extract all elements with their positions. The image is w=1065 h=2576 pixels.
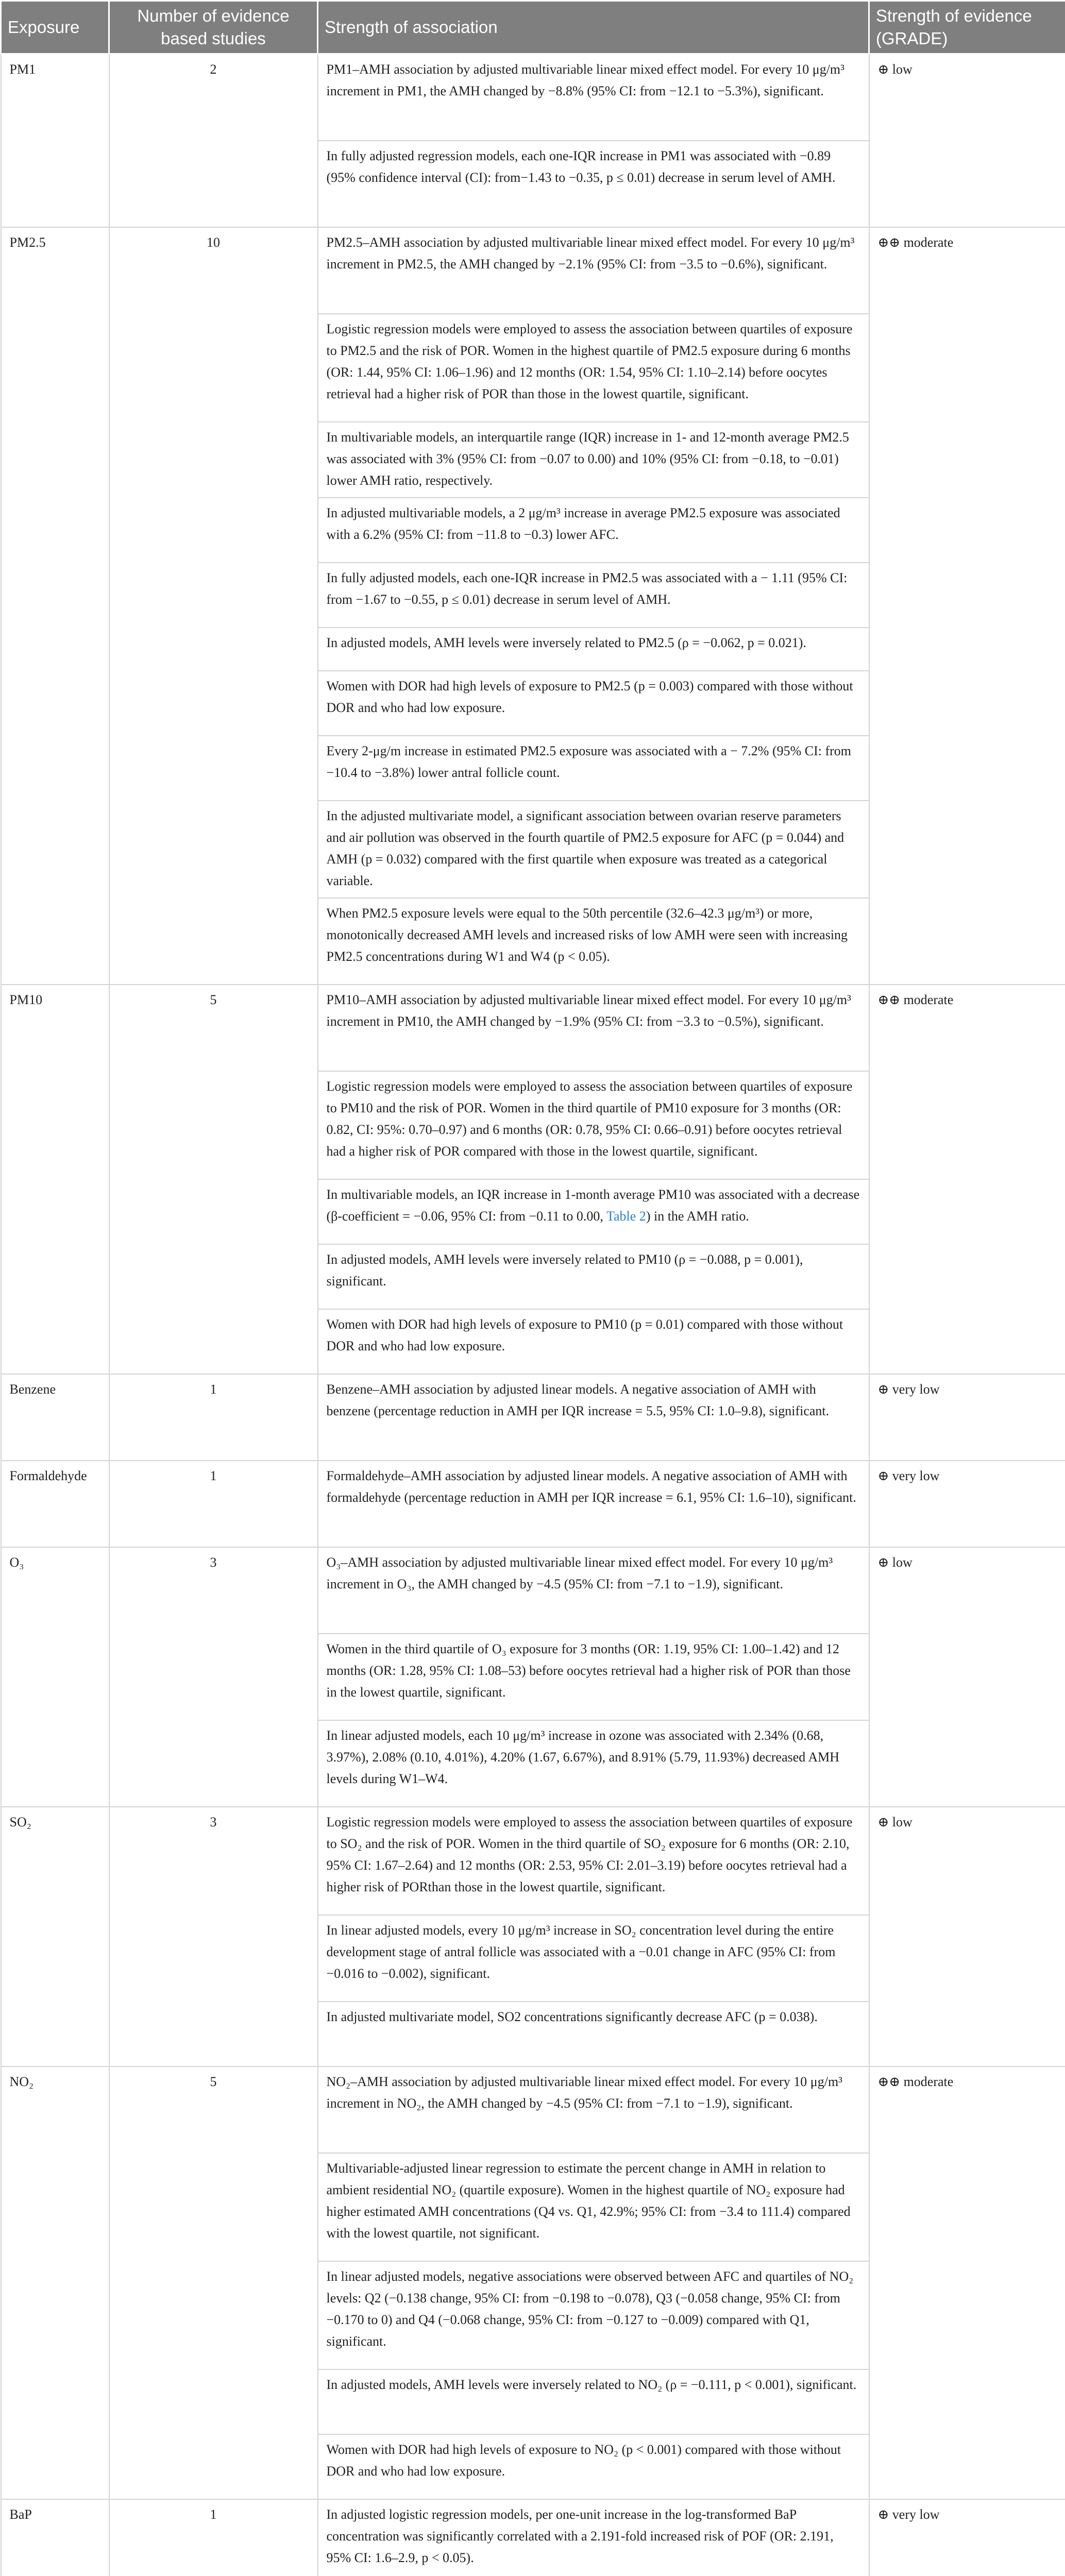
table-2-link[interactable]: Table 2	[606, 1209, 646, 1224]
finding-cell: Logistic regression models were employed to assess the association between quartiles of exposure to PM2.5 and the risk of POR. Women in the highest quartile of PM2.5 exposure during 6 months (OR: 1.44, 95% CI: 1.06–1.96) and 12 months (OR: 1.54, 95% CI: 1.10–2.14) before oocytes retrieval had a higher risk of POR than those in the lowest quartile, significant.	[318, 314, 869, 422]
exposure-cell: PM2.5	[1, 227, 109, 985]
table-row	[1, 54, 1065, 141]
header-exposure: Exposure	[1, 1, 109, 54]
finding-cell: In adjusted multivariate model, SO2 concentrations significantly decrease AFC (p = 0.038).	[318, 2002, 869, 2066]
study-count-cell: 3	[109, 1547, 318, 1807]
study-count-cell: 5	[109, 985, 318, 1374]
header-number-of-studies: Number of evidence based studies	[109, 1, 318, 54]
finding-cell: PM2.5–AMH association by adjusted multivariable linear mixed effect model. For every 10 μg/m³ increment in PM2.5, the AMH changed by −2.1% (95% CI: from −3.5 to −0.6%), significant.	[318, 227, 869, 314]
table-header-row	[1, 1, 1065, 54]
finding-cell: Every 2-μg/m increase in estimated PM2.5 exposure was associated with a − 7.2% (95% CI: from −10.4 to −3.8%) lower antral follicle count.	[318, 736, 869, 801]
finding-cell: Women with DOR had high levels of exposure to NO₂ (p < 0.001) compared with those without DOR and who had low exposure.	[318, 2434, 869, 2499]
finding-cell: Formaldehyde–AMH association by adjusted linear models. A negative association of AMH with formaldehyde (percentage reduction in AMH per IQR increase = 6.1, 95% CI: 1.6–10), significant.	[318, 1461, 869, 1547]
table-row	[1, 1461, 1065, 1547]
table-row	[1, 2066, 1065, 2153]
table-row	[1, 1807, 1065, 1915]
grade-cell: ⊕⊕ moderate	[869, 985, 1065, 1374]
finding-text: ) in the AMH ratio.	[646, 1209, 749, 1224]
study-count-cell: 1	[109, 1461, 318, 1547]
header-strength-of-association: Strength of association	[318, 1, 869, 54]
finding-cell: PM10–AMH association by adjusted multivariable linear mixed effect model. For every 10 μg/m³ increment in PM10, the AMH changed by −1.9% (95% CI: from −3.3 to −0.5%), significant.	[318, 985, 869, 1071]
study-count-cell: 1	[109, 2499, 318, 2576]
table-row	[1, 1547, 1065, 1634]
finding-cell: Women in the third quartile of O₃ exposure for 3 months (OR: 1.19, 95% CI: 1.00–1.42) and 12 months (OR: 1.28, 95% CI: 1.08–53) before oocytes retrieval had a higher risk of POR than those in the lowest quartile, significant.	[318, 1634, 869, 1720]
grade-cell: ⊕ low	[869, 1547, 1065, 1807]
exposure-cell: PM1	[1, 54, 109, 227]
table-row	[1, 1374, 1065, 1461]
exposure-cell: Formaldehyde	[1, 1461, 109, 1547]
finding-cell: In fully adjusted models, each one-IQR increase in PM2.5 was associated with a − 1.11 (95% CI: from −1.67 to −0.55, p ≤ 0.01) decrease in serum level of AMH.	[318, 563, 869, 628]
exposure-cell: Benzene	[1, 1374, 109, 1461]
grade-cell: ⊕ low	[869, 1807, 1065, 2066]
study-count-cell: 5	[109, 2066, 318, 2499]
finding-cell: In adjusted models, AMH levels were inversely related to NO₂ (ρ = −0.111, p < 0.001), significant.	[318, 2369, 869, 2434]
finding-cell: In adjusted models, AMH levels were inversely related to PM10 (ρ = −0.088, p = 0.001), significant.	[318, 1244, 869, 1309]
exposure-cell: BaP	[1, 2499, 109, 2576]
finding-cell: In the adjusted multivariate model, a significant association between ovarian reserve parameters and air pollution was observed in the fourth quartile of PM2.5 exposure for AFC (p = 0.044) and AMH (p = 0.032) compared with the first quartile when exposure was treated as a categorical variable.	[318, 801, 869, 898]
exposure-cell: SO₂	[1, 1807, 109, 2066]
finding-cell: Logistic regression models were employed to assess the association between quartiles of exposure to SO₂ and the risk of POR. Women in the third quartile of SO₂ exposure for 6 months (OR: 2.10, 95% CI: 1.67–2.64) and 12 months (OR: 2.53, 95% CI: 2.01–3.19) before oocytes retrieval had a higher risk of PORthan those in the lowest quartile, significant.	[318, 1807, 869, 1915]
study-count-cell: 10	[109, 227, 318, 985]
finding-cell: In multivariable models, an interquartile range (IQR) increase in 1- and 12-month average PM2.5 was associated with 3% (95% CI: from −0.07 to 0.00) and 10% (95% CI: from −0.18, to −0.01) lower AMH ratio, respectively.	[318, 422, 869, 498]
finding-cell: Multivariable-adjusted linear regression to estimate the percent change in AMH in relation to ambient residential NO₂ (quartile exposure). Women in the highest quartile of NO₂ exposure had higher estimated AMH concentrations (Q4 vs. Q1, 42.9%; 95% CI: from −3.4 to 111.4) compared with the lowest quartile, not significant.	[318, 2153, 869, 2261]
table-row	[1, 2499, 1065, 2576]
grade-cell: ⊕ low	[869, 54, 1065, 227]
finding-cell: Benzene–AMH association by adjusted linear models. A negative association of AMH with benzene (percentage reduction in AMH per IQR increase = 5.5, 95% CI: 1.0–9.8), significant.	[318, 1374, 869, 1461]
exposure-cell: NO₂	[1, 2066, 109, 2499]
study-count-cell: 3	[109, 1807, 318, 2066]
header-strength-of-evidence: Strength of evidence (GRADE)	[869, 1, 1065, 54]
finding-cell: NO₂–AMH association by adjusted multivariable linear mixed effect model. For every 10 μg/m³ increment in NO₂, the AMH changed by −4.5 (95% CI: from −7.1 to −1.9), significant.	[318, 2066, 869, 2153]
study-count-cell: 1	[109, 1374, 318, 1461]
finding-cell: Logistic regression models were employed to assess the association between quartiles of exposure to PM10 and the risk of POR. Women in the third quartile of PM10 exposure for 3 months (OR: 0.82, CI: 95%: 0.70–0.97) and 6 months (OR: 0.78, 95% CI: 0.66–0.91) before oocytes retrieval had a higher risk of POR compared with those in the lowest quartile, significant.	[318, 1071, 869, 1179]
finding-cell: PM1–AMH association by adjusted multivariable linear mixed effect model. For every 10 μg/m³ increment in PM1, the AMH changed by −8.8% (95% CI: from −12.1 to −5.3%), significant.	[318, 54, 869, 141]
finding-cell: In linear adjusted models, negative associations were observed between AFC and quartiles of NO₂ levels: Q2 (−0.138 change, 95% CI: from −0.198 to −0.078), Q3 (−0.058 change, 95% CI: from −0.170 to 0) and Q4 (−0.068 change, 95% CI: from −0.127 to −0.009) compared with Q1, significant.	[318, 2261, 869, 2369]
exposure-cell: O₃	[1, 1547, 109, 1807]
finding-cell: When PM2.5 exposure levels were equal to the 50th percentile (32.6–42.3 μg/m³) or more, monotonically decreased AMH levels and increased risks of low AMH were seen with increasing PM2.5 concentrations during W1 and W4 (p < 0.05).	[318, 898, 869, 985]
finding-cell: In linear adjusted models, every 10 μg/m³ increase in SO₂ concentration level during the entire development stage of antral follicle was associated with a −0.01 change in AFC (95% CI: from −0.016 to −0.002), significant.	[318, 1915, 869, 2002]
grade-cell: ⊕⊕ moderate	[869, 2066, 1065, 2499]
finding-cell: Women with DOR had high levels of exposure to PM2.5 (p = 0.003) compared with those without DOR and who had low exposure.	[318, 671, 869, 736]
table-row	[1, 985, 1065, 1071]
grade-cell: ⊕ very low	[869, 1461, 1065, 1547]
grade-cell: ⊕ very low	[869, 1374, 1065, 1461]
finding-cell: In adjusted models, AMH levels were inversely related to PM2.5 (ρ = −0.062, p = 0.021).	[318, 628, 869, 671]
exposure-cell: PM10	[1, 985, 109, 1374]
finding-cell: In linear adjusted models, each 10 μg/m³ increase in ozone was associated with 2.34% (0.68, 3.97%), 2.08% (0.10, 4.01%), 4.20% (1.67, 6.67%), and 8.91% (5.79, 11.93%) decreased AMH levels during W1–W4.	[318, 1720, 869, 1807]
study-count-cell: 2	[109, 54, 318, 227]
finding-cell: In adjusted logistic regression models, per one-unit increase in the log-transformed BaP concentration was significantly correlated with a 2.191-fold increased risk of POF (OR: 2.191, 95% CI: 1.6–2.9, p < 0.05).	[318, 2499, 869, 2576]
finding-cell: In adjusted multivariable models, a 2 μg/m³ increase in average PM2.5 exposure was associated with a 6.2% (95% CI: from −11.8 to −0.3) lower AFC.	[318, 498, 869, 563]
finding-cell: O₃–AMH association by adjusted multivariable linear mixed effect model. For every 10 μg/m³ increment in O₃, the AMH changed by −4.5 (95% CI: from −7.1 to −1.9), significant.	[318, 1547, 869, 1634]
grade-cell: ⊕⊕ moderate	[869, 227, 1065, 985]
finding-cell: In fully adjusted regression models, each one-IQR increase in PM1 was associated with −0.89 (95% confidence interval (CI): from−1.43 to −0.35, p ≤ 0.01) decrease in serum level of AMH.	[318, 141, 869, 227]
finding-text: In multivariable models, an IQR increase in 1-month average PM10 was associated with a decrease (β-coefficient = −0.06, 95% CI: from −0.11 to 0.00,	[327, 1187, 860, 1224]
finding-cell	[318, 1179, 869, 1244]
grade-cell: ⊕ very low	[869, 2499, 1065, 2576]
finding-cell: Women with DOR had high levels of exposure to PM10 (p = 0.01) compared with those without DOR and who had low exposure.	[318, 1309, 869, 1374]
table-row	[1, 227, 1065, 314]
